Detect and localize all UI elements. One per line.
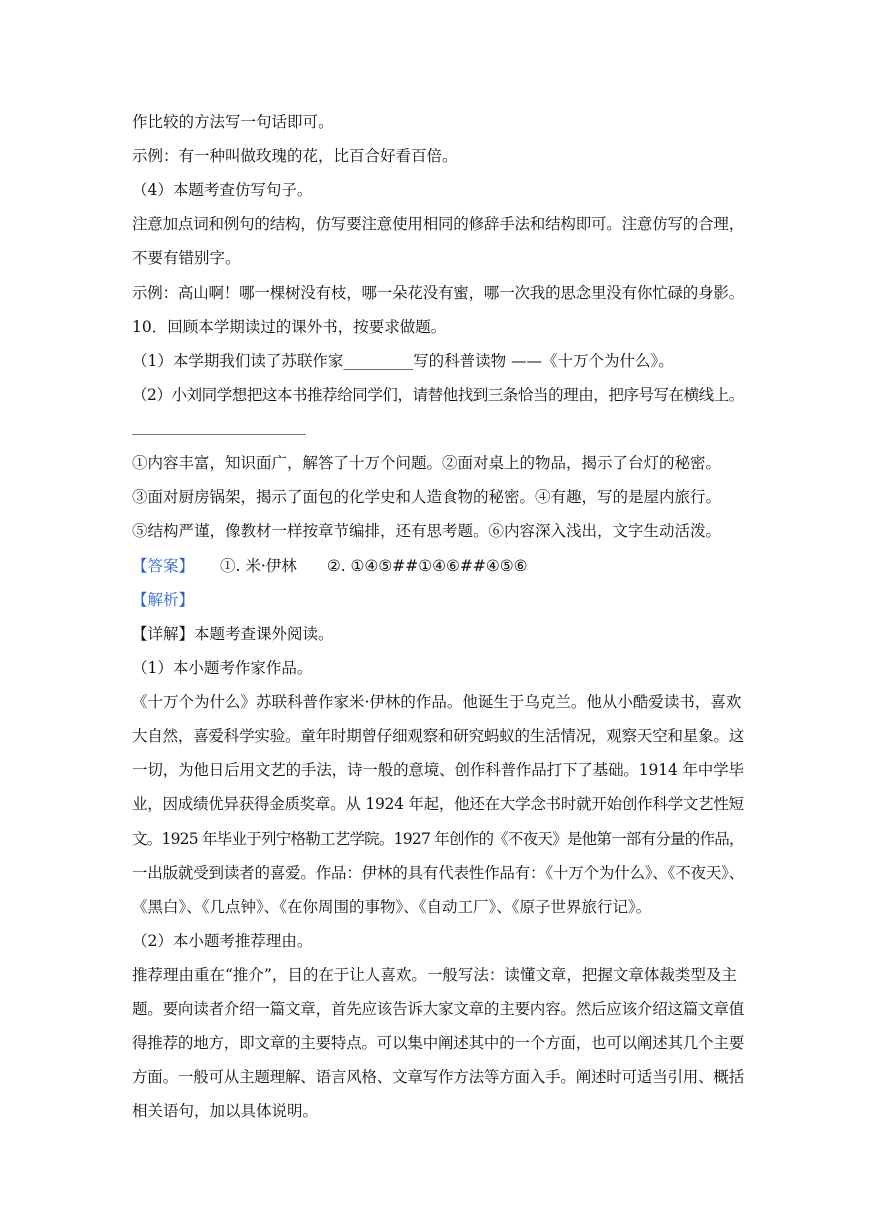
option-line: ③面对厨房锅架，揭示了面包的化学史和人造食物的秘密。④有趣，写的是屋内旅行。 <box>132 488 722 506</box>
body-line: 一出版就受到读者的喜爱。作品：伊林的具有代表性作品有：《十万个为什么》、《不夜天》、 <box>132 864 745 882</box>
body-line: 《十万个为什么》苏联科普作家米·伊林的作品。他诞生于乌克兰。他从小酷爱读书，喜欢 <box>132 693 742 711</box>
answer-line <box>132 556 742 576</box>
option-line: ①内容丰富，知识面广，解答了十万个问题。②面对桌上的物品，揭示了台灯的秘密。 <box>132 454 722 472</box>
sub-question: （2）小刘同学想把这本书推荐给同学们，请替他找到三条恰当的理由，把序号写在横线上。 <box>132 386 744 404</box>
text-line: 作比较的方法写一句话即可。 <box>132 113 334 131</box>
body-line: 题。要向读者介绍一篇文章，首先应该告诉大家文章的主要内容。然后应该介绍这篇文章值 <box>132 1000 745 1018</box>
body-line: 得推荐的地方，即文章的主要特点。可以集中阐述其中的一个方面，也可以阐述其几个主要 <box>132 1034 745 1052</box>
analysis-line <box>132 590 742 610</box>
answer-part-1: ①. 米·伊林 <box>220 557 297 575</box>
option-line: ⑤结构严谨，像教材一样按章节编排，还有思考题。⑥内容深入浅出，文字生动活泼。 <box>132 522 722 540</box>
body-line: 业，因成绩优异获得金质奖章。从 1924 年起，他还在大学念书时就开始创作科学文艺性短 <box>132 795 744 813</box>
text-line: 注意加点词和例句的结构，仿写要注意使用相同的修辞手法和结构即可。注意仿写的合理， <box>132 215 745 233</box>
text-line: （4）本题考查仿写句子。 <box>132 181 313 199</box>
sub-question: （1）本学期我们读了苏联作家_________写的科普读物 ——《十万个为什么》。 <box>132 352 674 370</box>
body-line: （1）本小题考作家作品。 <box>132 659 313 677</box>
text-line: 示例：高山啊！哪一棵树没有枝，哪一朵花没有蜜，哪一次我的思念里没有你忙碌的身影。 <box>132 284 745 302</box>
body-line: 方面。一般可从主题理解、语言风格、文章写作方法等方面入手。阐述时可适当引用、概括 <box>132 1068 745 1086</box>
detail-text: 本题考查课外阅读。 <box>194 625 334 643</box>
analysis-tag: 【解析】 <box>132 591 195 609</box>
answer-tag: 【答案】 <box>132 557 195 575</box>
answer-part-2: ②. ①④⑤##①④⑥##④⑤⑥ <box>326 557 528 575</box>
question-heading: 10．回顾本学期读过的课外书，按要求做题。 <box>132 318 447 336</box>
detail-line <box>132 624 742 644</box>
body-line: 一切，为他日后用文艺的手法，诗一般的意境、创作科普作品打下了基础。1914 年中学毕 <box>132 761 744 779</box>
body-line: 相关语句，加以具体说明。 <box>132 1102 319 1120</box>
text-line: 示例：有一种叫做玫瑰的花，比百合好看百倍。 <box>132 147 458 165</box>
detail-tag: 【详解】 <box>132 625 195 643</box>
answer-blank-line <box>132 434 306 435</box>
body-line: （2）本小题考推荐理由。 <box>132 932 313 950</box>
body-line: 大自然，喜爱科学实验。童年时期曾仔细观察和研究蚂蚁的生活情况，观察天空和星象。这 <box>132 727 745 745</box>
body-line: 文。1925 年毕业于列宁格勒工艺学院。1927 年创作的《不夜天》是他第一部有分量的作品， <box>132 830 744 848</box>
body-line: 推荐理由重在“推介”，目的在于让人喜欢。一般写法：读懂文章，把握文章体裁类型及主 <box>132 966 737 984</box>
body-line: 《黑白》、《几点钟》、《在你周围的事物》、《自动工厂》、《原子世界旅行记》。 <box>132 898 652 916</box>
text-line: 不要有错别字。 <box>132 249 241 267</box>
